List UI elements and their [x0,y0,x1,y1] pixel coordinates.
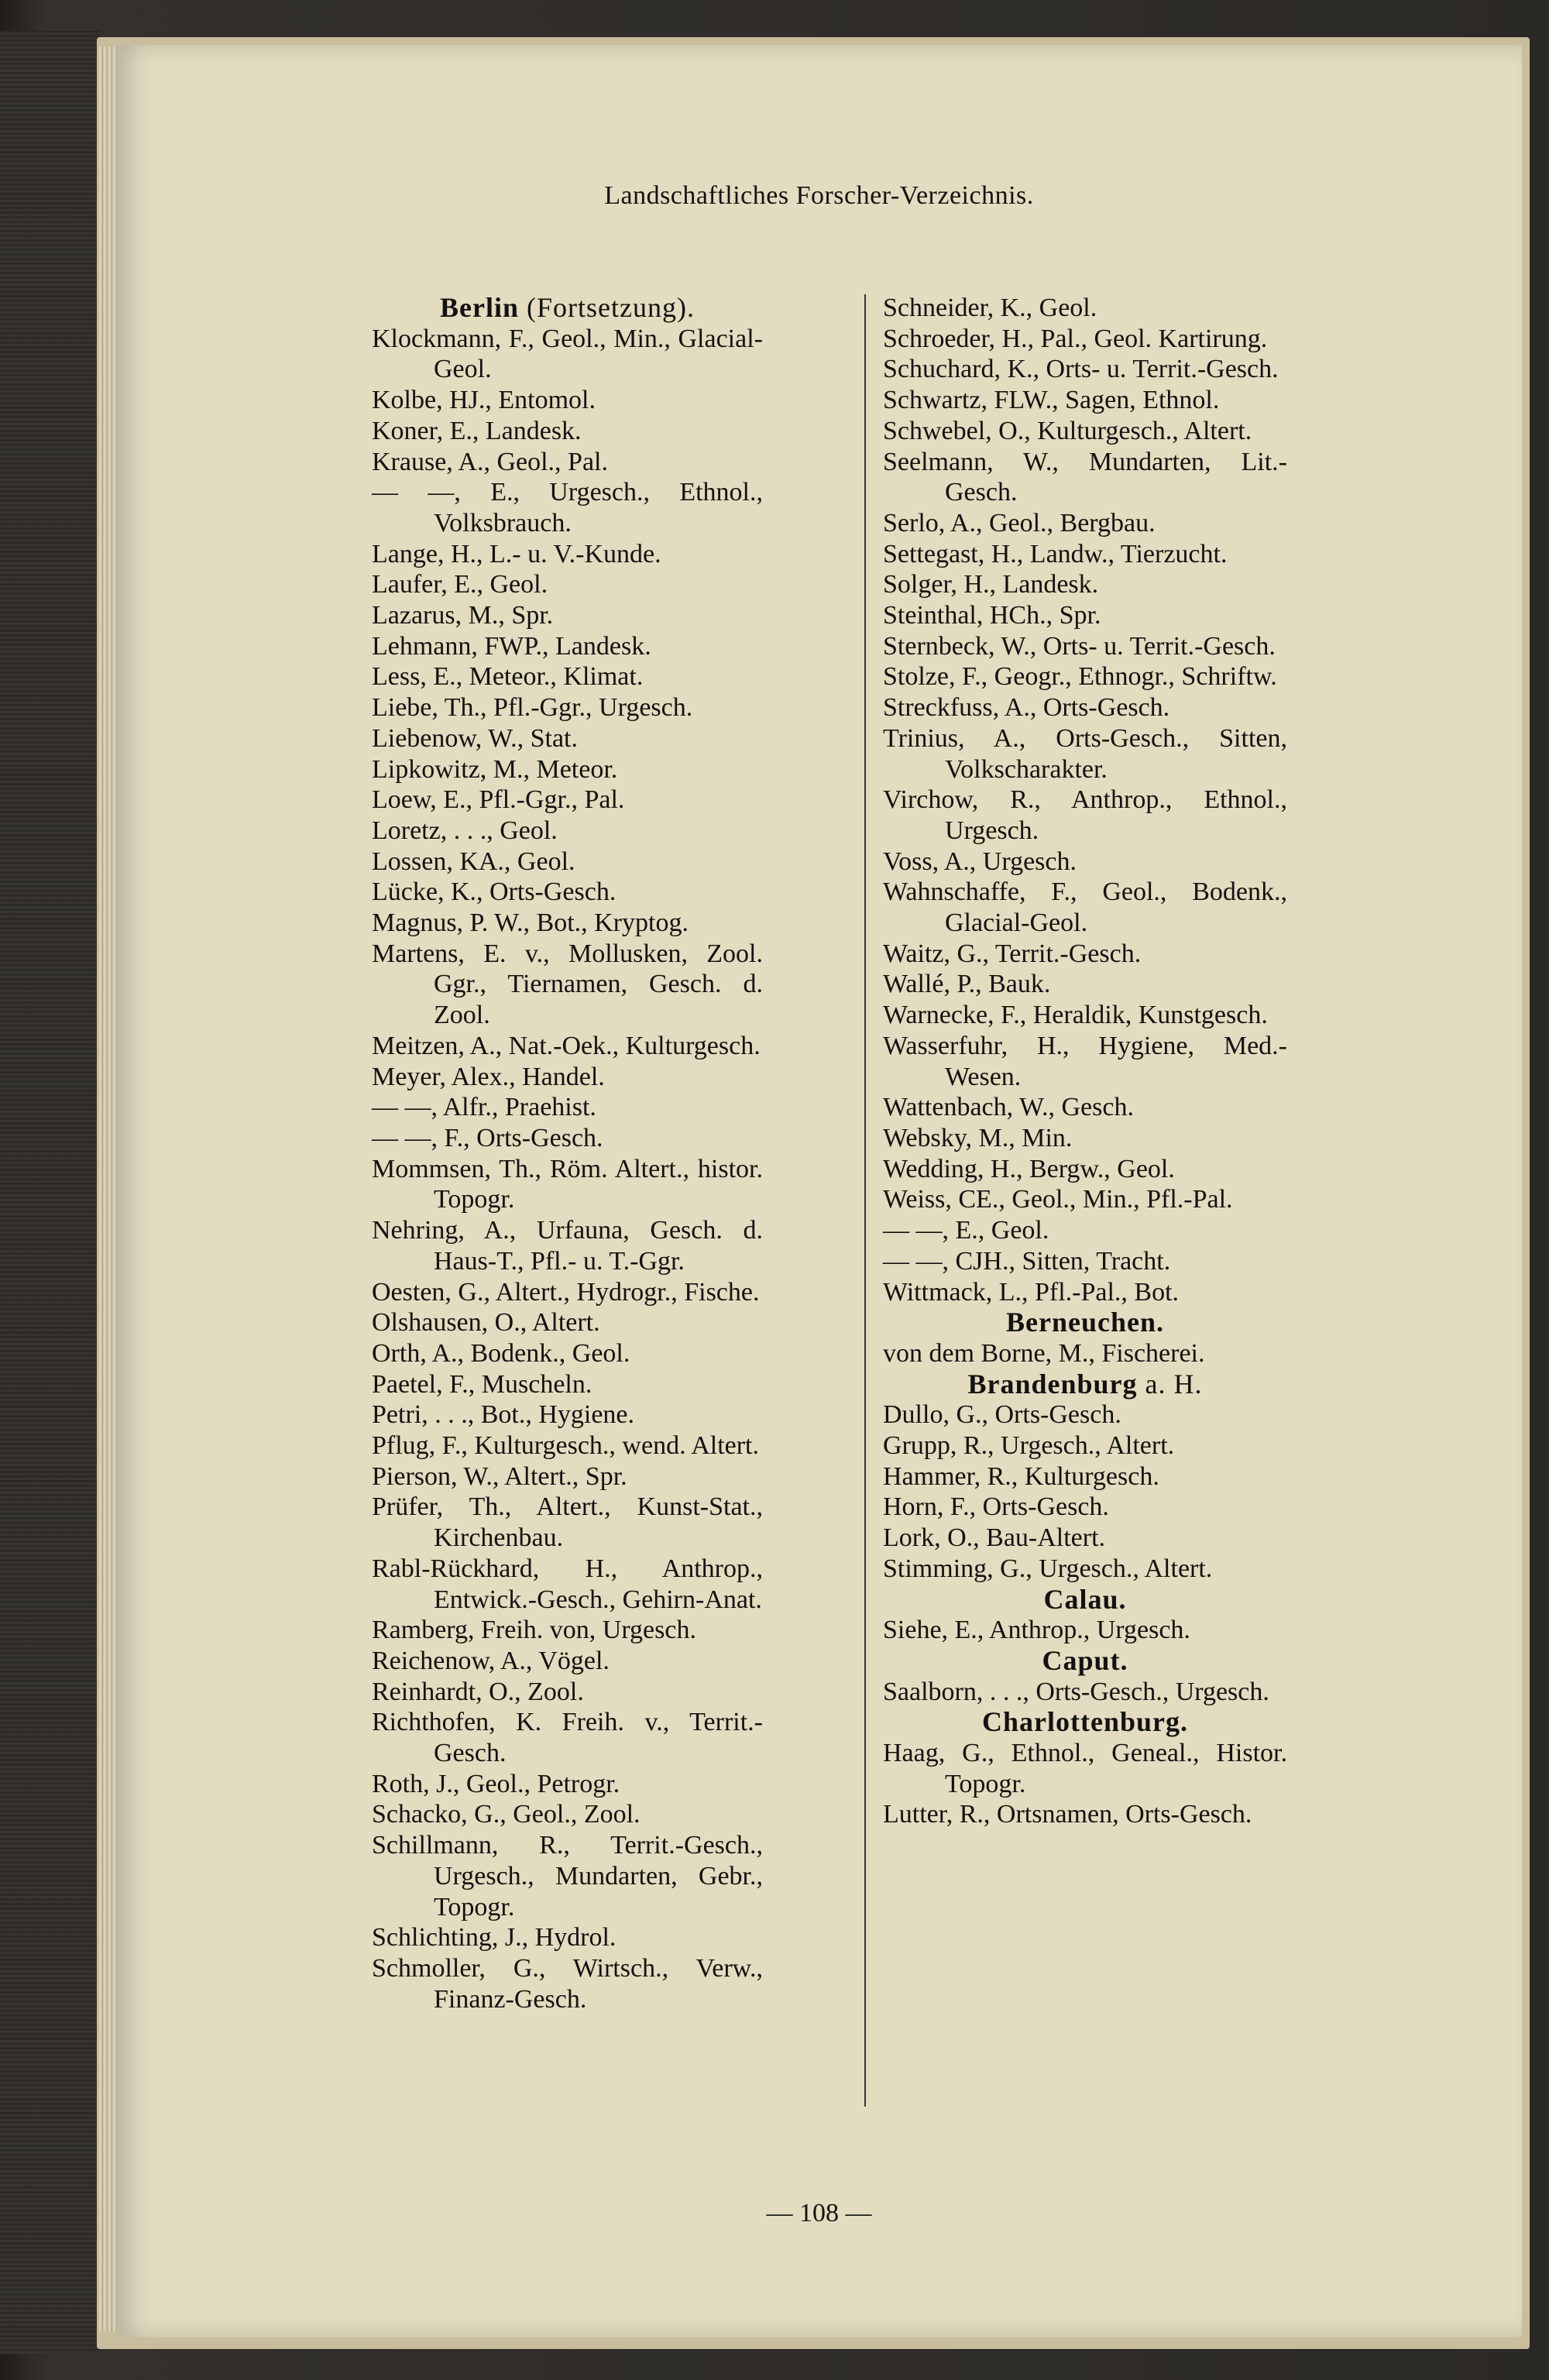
directory-entry: Voss, A., Urgesch. [883,847,1077,876]
directory-entry: Stolze, F., Geogr., Ethnogr., Schriftw. [883,662,1277,692]
directory-entry: Schwebel, O., Kulturgesch., Altert. [883,416,1252,445]
directory-entry: Serlo, A., Geol., Bergbau. [883,508,1156,537]
running-head: Landschaftliches Forscher-Verzeichnis. [604,181,1034,210]
directory-entry: Schillmann, R., Territ.-Gesch., Urgesch., Mundarten, Gebr., Topogr. [372,1831,763,1922]
right-column [883,293,1287,1830]
directory-entry: Dullo, G., Orts-Gesch. [883,1400,1121,1430]
directory-entry: Wedding, H., Bergw., Geol. [883,1154,1175,1183]
directory-entry: Richthofen, K. Freih. v., Territ.-Gesch. [372,1708,763,1768]
directory-entry: Lange, H., L.- u. V.-Kunde. [372,539,661,568]
directory-entry: Solger, H., Landesk. [883,570,1099,599]
directory-entry: Wallé, P., Bauk. [883,970,1051,999]
place-heading-name: Calau. [1043,1583,1127,1615]
book-spine [0,31,101,2354]
directory-entry: Hammer, R., Kulturgesch. [883,1461,1159,1491]
directory-entry: Liebenow, W., Stat. [372,723,578,753]
directory-entry: Olshausen, O., Altert. [372,1308,600,1338]
directory-entry: Weiss, CE., Geol., Min., Pfl.-Pal. [883,1185,1233,1214]
directory-entry: Pflug, F., Kulturgesch., wend. Altert. [372,1431,760,1461]
directory-entry: Haag, G., Ethnol., Geneal., Histor. Topogr. [883,1739,1287,1798]
directory-entry: Meyer, Alex., Handel. [372,1062,605,1091]
directory-entry: Virchow, R., Anthrop., Ethnol., Urgesch. [883,785,1287,845]
directory-entry: Rabl-Rückhard, H., Anthrop., Entwick.-Gesch., Gehirn-Anat. [372,1554,763,1614]
directory-entry: Meitzen, A., Nat.-Oek., Kulturgesch. [372,1031,761,1060]
directory-entry: Waitz, G., Territ.-Gesch. [883,939,1142,968]
directory-entry: Loew, E., Pfl.-Ggr., Pal. [372,785,625,815]
directory-entry: Wasserfuhr, H., Hygiene, Med.-Wesen. [883,1031,1287,1091]
directory-entry: Grupp, R., Urgesch., Altert. [883,1431,1175,1461]
place-heading [883,1585,1287,1616]
directory-entry: Less, E., Meteor., Klimat. [372,662,644,692]
directory-entry: Ramberg, Freih. von, Urgesch. [372,1616,696,1645]
directory-entry: Sternbeck, W., Orts- u. Territ.-Gesch. [883,631,1276,661]
directory-entry: Websky, M., Min. [883,1123,1073,1152]
directory-entry: Orth, A., Bodenk., Geol. [372,1338,630,1368]
directory-entry: Seelmann, W., Mundarten, Lit.-Gesch. [883,447,1287,507]
directory-entry: Mommsen, Th., Röm. Altert., histor. Topogr. [372,1154,763,1214]
directory-entry: Schroeder, H., Pal., Geol. Kartirung. [883,324,1268,353]
section-heading-name: Berlin [440,292,520,323]
directory-entry: Schwartz, FLW., Sagen, Ethnol. [883,386,1220,415]
directory-entry: Horn, F., Orts-Gesch. [883,1492,1109,1522]
directory-entry: Oesten, G., Altert., Hydrogr., Fische. [372,1277,760,1307]
directory-entry: — —, E., Urgesch., Ethnol., Volksbrauch. [372,478,763,537]
directory-entry: Saalborn, . . ., Orts-Gesch., Urgesch. [883,1677,1269,1706]
directory-entry: Loretz, . . ., Geol. [372,816,558,845]
directory-entry: Kolbe, HJ., Entomol. [372,386,596,415]
place-heading-suffix: a. H. [1137,1368,1203,1399]
directory-entry: Koner, E., Landesk. [372,416,582,445]
directory-entry: Prüfer, Th., Altert., Kunst-Stat., Kirchenbau. [372,1492,763,1553]
directory-entry: Stimming, G., Urgesch., Altert. [883,1554,1213,1583]
section-heading-note: (Fortsetzung). [527,292,695,323]
directory-entry: Klockmann, F., Geol., Min., Glacial-Geol. [372,324,763,384]
directory-entry: Schmoller, G., Wirtsch., Verw., Finanz-Gesch. [372,1953,763,2014]
directory-entry: Martens, E. v., Mollusken, Zool. Ggr., Tiernamen, Gesch. d. Zool. [372,939,763,1030]
place-heading-name: Berneuchen. [1006,1307,1164,1338]
directory-entry: Wahnschaffe, F., Geol., Bodenk., Glacial-Geol. [883,877,1287,938]
directory-entry: Wattenbach, W., Gesch. [883,1093,1134,1122]
directory-entry: Schneider, K., Geol. [883,294,1097,322]
place-heading [883,1707,1287,1738]
directory-entry: Laufer, E., Geol. [372,570,548,599]
directory-entry: Warnecke, F., Heraldik, Kunstgesch. [883,1001,1268,1030]
directory-entry: Nehring, A., Urfauna, Gesch. d. Haus-T., Pfl.- u. T.-Ggr. [372,1216,763,1276]
directory-entry: Petri, . . ., Bot., Hygiene. [372,1400,635,1430]
directory-entry: Lutter, R., Ortsnamen, Orts-Gesch. [883,1800,1252,1829]
place-heading-name: Charlottenburg. [982,1706,1188,1738]
directory-entry: Roth, J., Geol., Petrogr. [372,1769,620,1798]
directory-entry: Lipkowitz, M., Meteor. [372,754,618,784]
directory-entry: Schacko, G., Geol., Zool. [372,1800,641,1829]
place-heading [883,1369,1287,1400]
directory-entry: Liebe, Th., Pfl.-Ggr., Urgesch. [372,693,693,723]
directory-entry: Reinhardt, O., Zool. [372,1677,584,1706]
page-number: — 108 — [766,2199,872,2227]
directory-entry: Lehmann, FWP., Landesk. [372,631,651,661]
directory-entry: — —, E., Geol. [883,1216,1049,1245]
directory-entry: Pierson, W., Altert., Spr. [372,1461,627,1491]
directory-entry: Schuchard, K., Orts- u. Territ.-Gesch. [883,355,1279,384]
directory-entry: Lazarus, M., Spr. [372,601,554,630]
directory-entry: Lücke, K., Orts-Gesch. [372,877,617,907]
directory-entry: von dem Borne, M., Fischerei. [883,1338,1205,1368]
directory-entry: Settegast, H., Landw., Tierzucht. [883,539,1228,568]
column-divider [864,294,866,2107]
directory-entry: Streckfuss, A., Orts-Gesch. [883,693,1170,723]
directory-entry: — —, Alfr., Praehist. [372,1093,596,1122]
directory-entry: Steinthal, HCh., Spr. [883,601,1101,630]
left-entry-list [372,324,763,2015]
directory-entry: Lork, O., Bau-Altert. [883,1523,1106,1553]
place-heading [883,1307,1287,1338]
directory-entry: Siehe, E., Anthrop., Urgesch. [883,1616,1190,1645]
section-heading [372,293,763,324]
directory-entry: Wittmack, L., Pfl.-Pal., Bot. [883,1277,1180,1307]
directory-entry: — —, CJH., Sitten, Tracht. [883,1246,1171,1276]
directory-entry: Reichenow, A., Vögel. [372,1646,610,1675]
directory-entry: Lossen, KA., Geol. [372,847,575,876]
directory-entry: Schlichting, J., Hydrol. [372,1923,617,1952]
directory-entry: Magnus, P. W., Bot., Kryptog. [372,908,689,938]
book-page [116,45,1522,2337]
directory-entry: — —, F., Orts-Gesch. [372,1123,603,1152]
directory-entry: Krause, A., Geol., Pal. [372,447,609,476]
directory-entry: Paetel, F., Muscheln. [372,1369,592,1399]
directory-entry: Trinius, A., Orts-Gesch., Sitten, Volkscharakter. [883,723,1287,784]
place-heading [883,1646,1287,1677]
place-heading-name: Brandenburg [967,1368,1138,1399]
left-column [372,293,763,2014]
place-heading-name: Caput. [1042,1644,1128,1676]
